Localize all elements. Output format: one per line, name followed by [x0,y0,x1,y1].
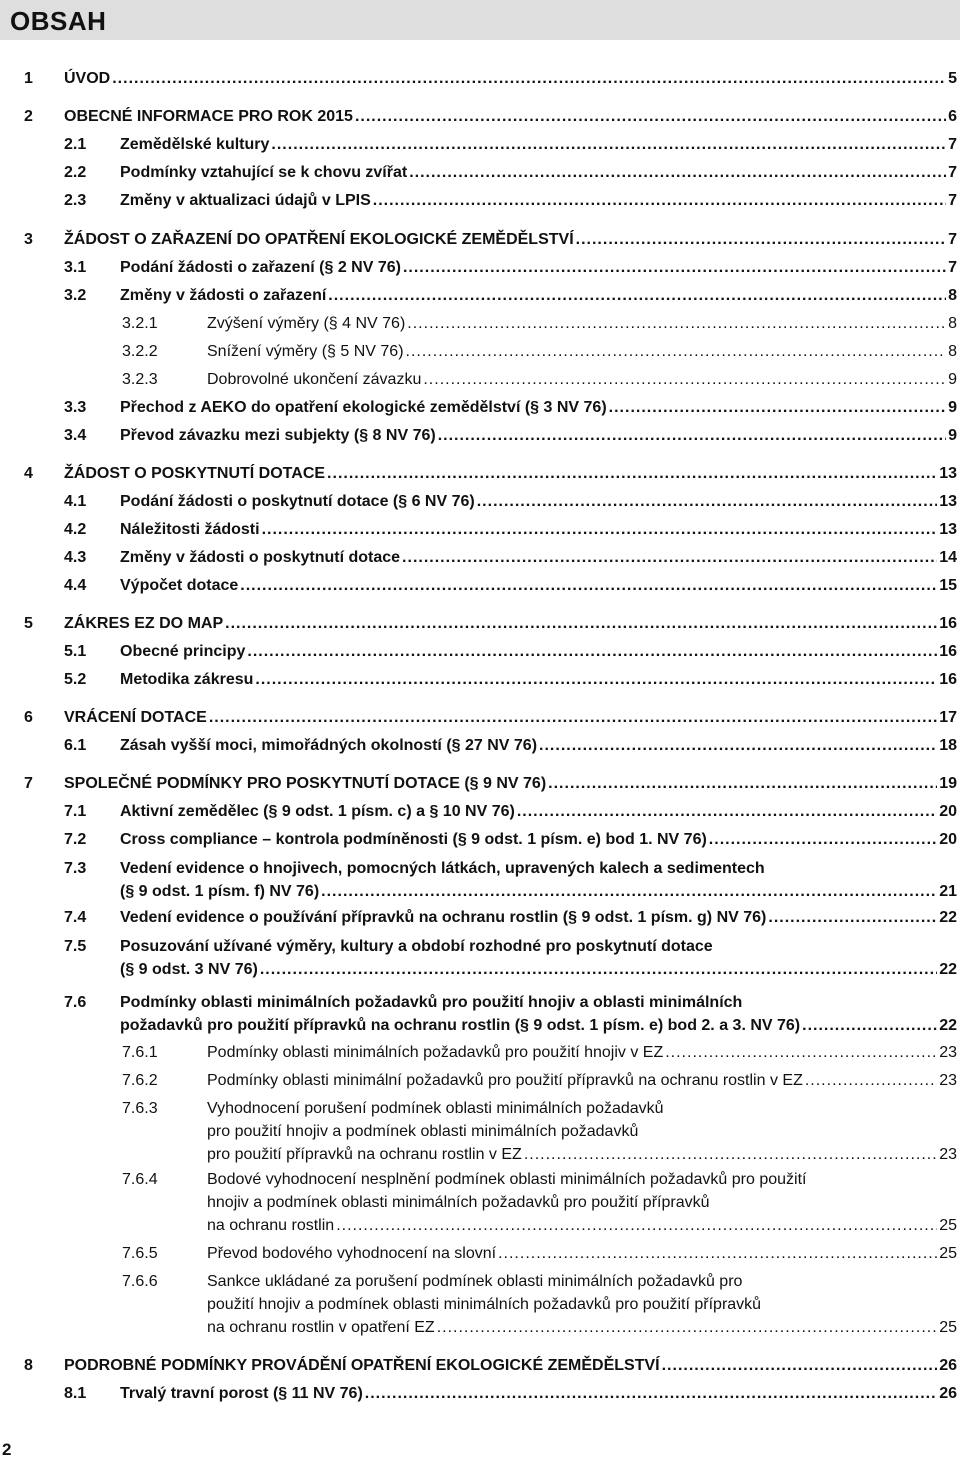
toc-entry-page: 20 [939,803,957,820]
dot-leader [365,1384,937,1404]
toc-entry-title: Změny v žádosti o zařazení [120,287,327,304]
dot-leader [403,258,946,278]
toc-entry-title: SPOLEČNÉ PODMÍNKY PRO POSKYTNUTÍ DOTACE (§ 9 NV 76) [64,775,547,792]
toc-entry-page: 7 [948,231,957,248]
toc-entry-page: 20 [939,831,957,848]
toc-entry-number: 7.6.1 [122,1044,158,1061]
toc-entry-title: Podání žádosti o poskytnutí dotace (§ 6 NV 76) [120,493,475,510]
toc-entry-title: pro použití hnojiv a podmínek oblasti minimálních požadavků [207,1123,639,1140]
dot-leader [112,69,946,89]
toc-entry-page: 17 [939,709,957,726]
dot-leader [355,107,946,127]
toc-entry-title: PODROBNÉ PODMÍNKY PROVÁDĚNÍ OPATŘENÍ EKOLOGICKÉ ZEMĚDĚLSTVÍ [64,1357,660,1374]
dot-leader [576,230,946,250]
toc-entry-title: Dobrovolné ukončení závazku [207,371,422,388]
toc-entry-title: na ochranu rostlin v opatření EZ [207,1319,435,1336]
toc-entry-page: 9 [948,399,957,416]
toc-entry-title: Sankce ukládané za porušení podmínek oblasti minimálních požadavků pro [207,1273,743,1290]
toc-entry-number: 7.6 [64,994,87,1011]
toc-entry-page: 8 [948,315,957,332]
dot-leader [407,314,946,334]
toc-entry-number: 2 [24,108,33,125]
toc-entry-title: OBECNÉ INFORMACE PRO ROK 2015 [64,108,353,125]
toc-entry-title: Obecné principy [120,643,246,660]
toc-entry-title: Podmínky vztahující se k chovu zvířat [120,164,408,181]
toc-entry-number: 3.2 [64,287,87,304]
toc-entry-page: 13 [939,521,957,538]
dot-leader [328,286,946,306]
dot-leader [255,670,937,690]
toc-entry-title: Cross compliance – kontrola podmíněnosti (§ 9 odst. 1 písm. e) bod 1. NV 76) [120,831,707,848]
toc-entry-page: 16 [939,643,957,660]
toc-entry-title: Výpočet dotace [120,577,239,594]
toc-entry-title: hnojiv a podmínek oblasti minimálních požadavků pro použití přípravků [207,1194,710,1211]
toc-entry-page: 15 [939,577,957,594]
toc-entry-number: 7.2 [64,831,87,848]
toc-entry-number: 3.3 [64,399,87,416]
toc-entry-number: 7 [24,775,33,792]
toc-entry-page: 5 [948,70,957,87]
toc-entry-number: 5.1 [64,643,87,660]
dot-leader [609,398,946,418]
toc-entry-title: Převod bodového vyhodnocení na slovní [207,1245,497,1262]
toc-entry-page: 26 [939,1357,957,1374]
toc-entry-page: 7 [948,192,957,209]
toc-entry-page: 7 [948,259,957,276]
toc-entry-number: 4.2 [64,521,87,538]
toc-entry-number: 3.2.3 [122,371,158,388]
page-title: OBSAH [10,6,107,36]
toc-entry-title: pro použití přípravků na ochranu rostlin v EZ [207,1146,522,1163]
toc-entry-title: Posuzování užívané výměry, kultury a období rozhodné pro poskytnutí dotace [120,938,713,955]
toc-entry-number: 4.4 [64,577,87,594]
dot-leader [260,960,937,980]
toc-entry-page: 23 [939,1146,957,1163]
toc-entry-page: 16 [939,615,957,632]
toc-entry-page: 19 [939,775,957,792]
dot-leader [271,135,946,155]
toc-entry-number: 4.3 [64,549,87,566]
toc-entry-title: Zemědělské kultury [120,136,270,153]
toc-entry-title: Podání žádosti o zařazení (§ 2 NV 76) [120,259,401,276]
toc-entry-page: 13 [939,493,957,510]
toc-entry-title: Převod závazku mezi subjekty (§ 8 NV 76) [120,427,436,444]
dot-leader [548,774,937,794]
toc-entry-page: 18 [939,737,957,754]
toc-entry-page: 23 [939,1072,957,1089]
toc-entry-number: 5 [24,615,33,632]
dot-leader [373,191,946,211]
toc-entry-title: Náležitosti žádosti [120,521,260,538]
toc-entry-number: 3.4 [64,427,87,444]
toc-entry-title: (§ 9 odst. 3 NV 76) [120,961,258,978]
toc-entry-page: 9 [948,371,957,388]
dot-leader [240,576,937,596]
toc-entry-title: ŽÁDOST O ZAŘAZENÍ DO OPATŘENÍ EKOLOGICKÉ ZEMĚDĚLSTVÍ [64,231,574,248]
toc-entry-page: 7 [948,164,957,181]
dot-leader [423,370,946,390]
toc-entry-page: 22 [939,909,957,926]
toc-entry-page: 22 [939,961,957,978]
dot-leader [665,1043,937,1063]
dot-leader [437,1318,938,1338]
toc-entry-title: ŽÁDOST O POSKYTNUTÍ DOTACE [64,465,326,482]
toc-entry-title: na ochranu rostlin [207,1217,335,1234]
toc-entry-title: Podmínky oblasti minimálních požadavků pro použití hnojiv v EZ [207,1044,664,1061]
dot-leader [539,736,937,756]
toc-entry-number: 4.1 [64,493,87,510]
dot-leader [336,1216,937,1236]
toc-entry-number: 7.3 [64,860,87,877]
toc-entry-number: 7.5 [64,938,87,955]
toc-entry-title: Změny v žádosti o poskytnutí dotace [120,549,401,566]
dot-leader [524,1145,937,1165]
toc-entry-page: 8 [948,287,957,304]
toc-entry-title: Metodika zákresu [120,671,254,688]
toc-entry-title: Zásah vyšší moci, mimořádných okolností (§ 27 NV 76) [120,737,538,754]
toc-entry-title: Změny v aktualizaci údajů v LPIS [120,192,371,209]
toc-entry-number: 1 [24,70,33,87]
toc-entry-title: použití hnojiv a podmínek oblasti minimálních požadavků pro použití přípravků [207,1296,762,1313]
toc-entry-page: 26 [939,1385,957,1402]
dot-leader [262,520,938,540]
toc-entry-title: (§ 9 odst. 1 písm. f) NV 76) [120,883,320,900]
toc-entry-number: 7.1 [64,803,87,820]
toc-entry-number: 6 [24,709,33,726]
dot-leader [209,708,937,728]
toc-entry-number: 3.2.2 [122,343,158,360]
dot-leader [477,492,937,512]
toc-entry-title: Zvýšení výměry (§ 4 NV 76) [207,315,406,332]
toc-entry-number: 3.2.1 [122,315,158,332]
toc-entry-page: 21 [939,883,957,900]
toc-entry-title: Trvalý travní porost (§ 11 NV 76) [120,1385,363,1402]
toc-entry-number: 4 [24,465,33,482]
toc-entry-number: 8.1 [64,1385,87,1402]
toc-entry-page: 16 [939,671,957,688]
toc-entry-number: 5.2 [64,671,87,688]
toc-entry-page: 14 [939,549,957,566]
toc-entry-page: 8 [948,343,957,360]
toc-header-bar [0,0,960,40]
dot-leader [321,882,937,902]
toc-entry-title: Vyhodnocení porušení podmínek oblasti minimálních požadavků [207,1100,664,1117]
toc-entry-title: Podmínky oblasti minimální požadavků pro použití přípravků na ochranu rostlin v EZ [207,1072,803,1089]
toc-entry-title: ÚVOD [64,70,111,87]
toc-entry-number: 2.2 [64,164,87,181]
toc-entry-page: 23 [939,1044,957,1061]
toc-entry-page: 7 [948,136,957,153]
toc-entry-page: 9 [948,427,957,444]
dot-leader [327,464,937,484]
toc-entry-page: 25 [939,1319,957,1336]
toc-entry-title: ZÁKRES EZ DO MAP [64,615,224,632]
toc-entry-title: Snížení výměry (§ 5 NV 76) [207,343,404,360]
toc-entry-title: Aktivní zemědělec (§ 9 odst. 1 písm. c) a § 10 NV 76) [120,803,515,820]
toc-entry-page: 13 [939,465,957,482]
toc-entry-number: 7.6.4 [122,1171,158,1188]
dot-leader [438,426,946,446]
toc-entry-page: 6 [948,108,957,125]
toc-entry-page: 25 [939,1217,957,1234]
toc-entry-number: 7.6.3 [122,1100,158,1117]
toc-entry-number: 6.1 [64,737,87,754]
dot-leader [247,642,937,662]
toc-entry-page: 25 [939,1245,957,1262]
toc-entry-title: Bodové vyhodnocení nesplnění podmínek oblasti minimálních požadavků pro použití [207,1171,807,1188]
dot-leader [768,908,937,928]
toc-entry-title: VRÁCENÍ DOTACE [64,709,207,726]
toc-entry-title: požadavků pro použití přípravků na ochranu rostlin (§ 9 odst. 1 písm. e) bod 2. a 3. NV 76) [120,1017,801,1034]
toc-entry-number: 2.3 [64,192,87,209]
dot-leader [498,1244,937,1264]
toc-entry-title: Podmínky oblasti minimálních požadavků pro použití hnojiv a oblasti minimálních [120,994,743,1011]
toc-entry-title: Přechod z AEKO do opatření ekologické zemědělství (§ 3 NV 76) [120,399,607,416]
toc-entry-number: 3.1 [64,259,87,276]
page-number: 2 [2,1440,12,1459]
toc-entry-number: 2.1 [64,136,87,153]
dot-leader [225,614,937,634]
dot-leader [805,1071,937,1091]
toc-entry-title: Vedení evidence o používání přípravků na ochranu rostlin (§ 9 odst. 1 písm. g) NV 76) [120,909,767,926]
dot-leader [406,342,947,362]
toc-entry-number: 7.6.5 [122,1245,158,1262]
toc-entry-page: 22 [939,1017,957,1034]
toc-entry-number: 8 [24,1357,33,1374]
dot-leader [802,1016,937,1036]
dot-leader [662,1356,938,1376]
dot-leader [517,802,937,822]
toc-entry-number: 3 [24,231,33,248]
dot-leader [402,548,937,568]
dot-leader [709,830,937,850]
toc-entry-number: 7.6.6 [122,1273,158,1290]
dot-leader [409,163,946,183]
toc-entry-number: 7.6.2 [122,1072,158,1089]
toc-entry-title: Vedení evidence o hnojivech, pomocných látkách, upravených kalech a sedimentech [120,860,765,877]
toc-entry-number: 7.4 [64,909,87,926]
